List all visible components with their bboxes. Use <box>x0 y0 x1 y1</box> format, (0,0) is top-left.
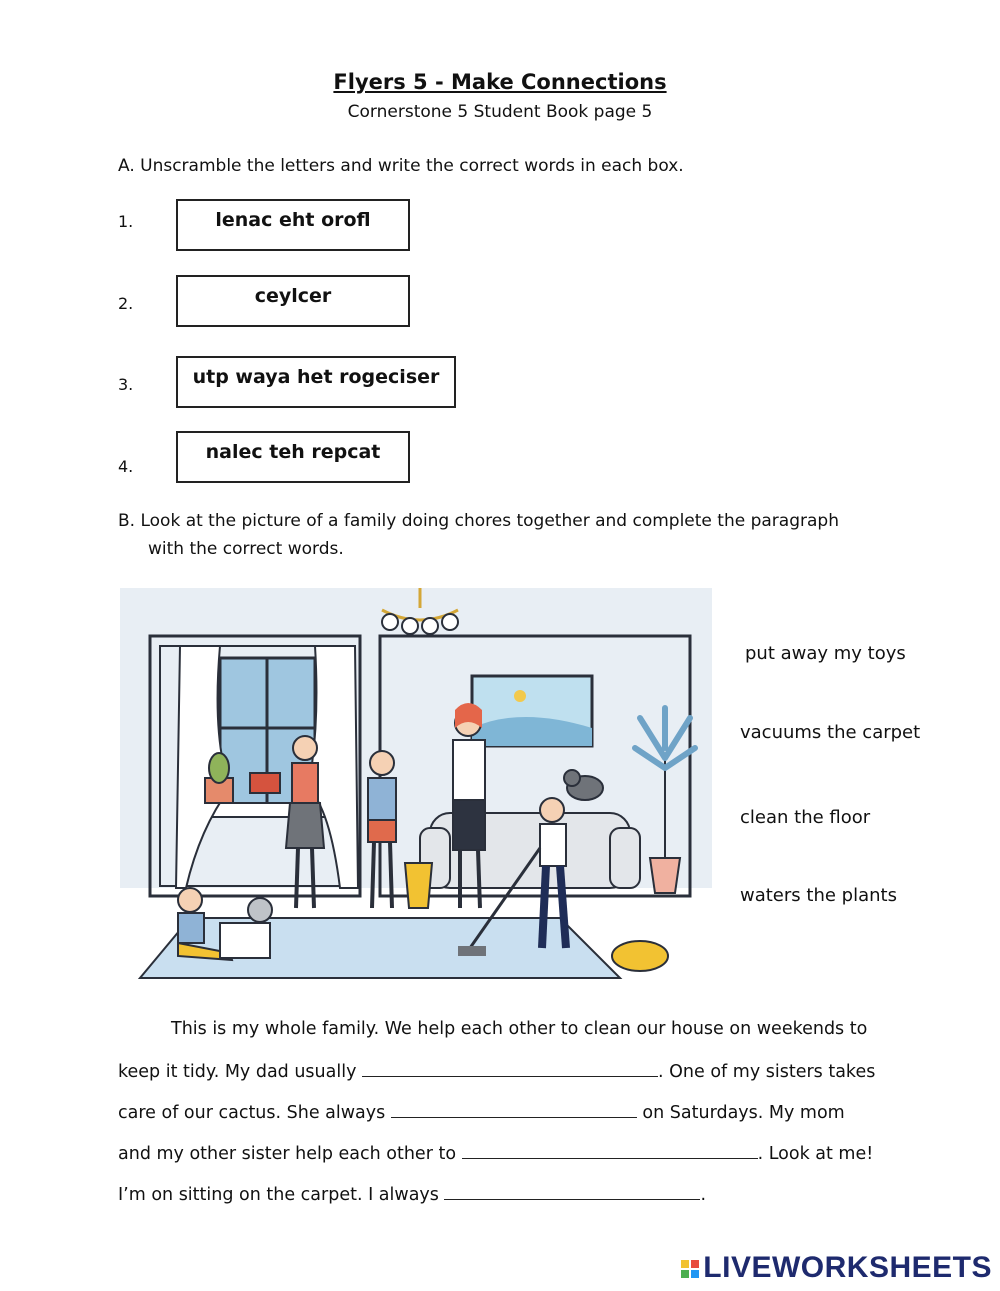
paragraph-text: and my other sister help each other to <box>118 1144 457 1164</box>
answer-blank-1[interactable] <box>362 1060 658 1077</box>
paragraph-text: on Saturdays. My mom <box>642 1103 845 1123</box>
choice-word[interactable]: waters the plants <box>740 885 897 906</box>
answer-blank-2[interactable] <box>391 1101 637 1118</box>
scramble-box-2[interactable]: ceylcer <box>176 275 410 327</box>
paragraph-line <box>118 1101 882 1142</box>
answer-blank-4[interactable] <box>444 1183 700 1200</box>
logo-blocks-icon <box>681 1260 699 1278</box>
section-b-instruction: B. Look at the picture of a family doing chores together and complete the paragraph <box>118 511 839 531</box>
choice-word[interactable]: clean the floor <box>740 807 871 828</box>
scramble-box-1[interactable]: lenac eht orofl <box>176 199 410 251</box>
paragraph-line <box>118 1142 882 1183</box>
paragraph-text: . One of my sisters takes <box>658 1062 876 1082</box>
page-title: Flyers 5 - Make Connections <box>333 70 667 94</box>
paragraph-line <box>118 1019 882 1060</box>
paragraph-text: keep it tidy. My dad usually <box>118 1062 357 1082</box>
fill-in-paragraph <box>118 1019 882 1224</box>
paragraph-text: . <box>700 1185 707 1205</box>
scramble-box-4[interactable]: nalec teh repcat <box>176 431 410 483</box>
item-number: 1. <box>118 212 134 231</box>
paragraph-text: This is my whole family. We help each other to clean our house on weekends to <box>171 1019 868 1039</box>
paragraph-line <box>118 1060 882 1101</box>
paragraph-text: . Look at me! <box>757 1144 874 1164</box>
scramble-box-3[interactable]: utp waya het rogeciser <box>176 356 456 408</box>
paragraph-text: I’m on sitting on the carpet. I always <box>118 1185 439 1205</box>
item-number: 2. <box>118 294 134 313</box>
logo-text: LIVEWORKSHEETS <box>703 1251 992 1284</box>
choice-word[interactable]: vacuums the carpet <box>740 722 921 743</box>
section-a-instruction: A. Unscramble the letters and write the correct words in each box. <box>118 156 684 176</box>
section-b-instruction-cont: with the correct words. <box>148 539 344 559</box>
item-number: 4. <box>118 457 134 476</box>
paragraph-text: care of our cactus. She always <box>118 1103 386 1123</box>
liveworksheets-logo <box>681 1251 992 1285</box>
answer-blank-3[interactable] <box>462 1142 758 1159</box>
item-number: 3. <box>118 375 134 394</box>
page-subtitle: Cornerstone 5 Student Book page 5 <box>347 102 653 122</box>
family-chores-illustration <box>120 588 712 993</box>
choice-word[interactable]: put away my toys <box>745 643 906 664</box>
paragraph-line <box>118 1183 882 1224</box>
